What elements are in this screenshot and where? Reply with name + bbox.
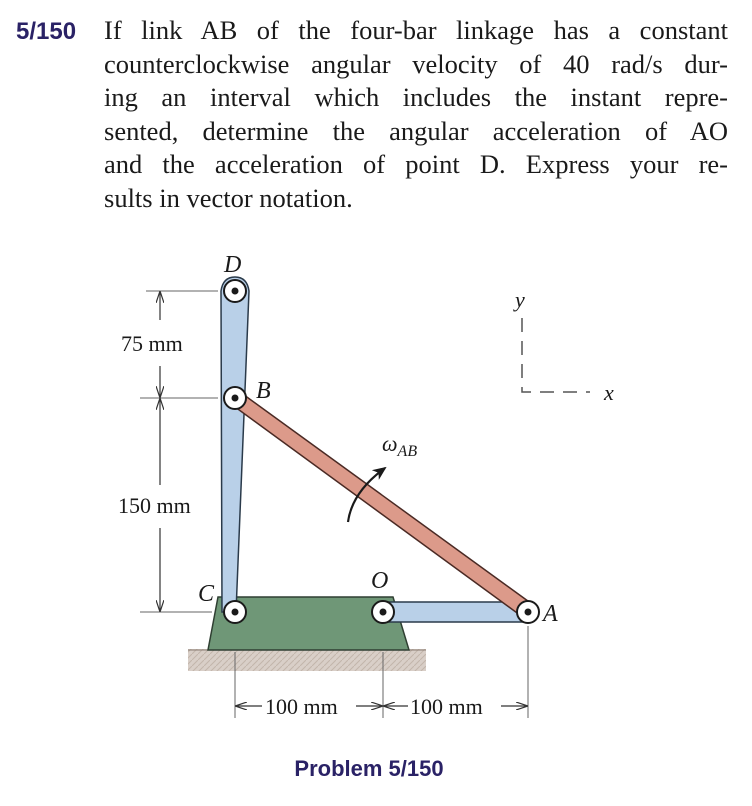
problem-line-6: sults in vector notation.	[104, 182, 353, 213]
label-c: C	[198, 581, 215, 607]
pin-d	[224, 280, 246, 302]
ground	[188, 649, 426, 671]
label-o: O	[371, 568, 389, 594]
figure-caption: Problem 5/150	[294, 756, 444, 781]
pin-o	[372, 601, 394, 623]
label-b: B	[256, 378, 271, 404]
problem-line-5: and the acceleration of point D. Express your re-	[104, 149, 728, 179]
omega-ab-label: $\omega_{AB}$	[382, 431, 418, 460]
label-a: A	[543, 601, 558, 627]
axes-indicator	[513, 287, 614, 405]
dimension-100mm-right	[384, 694, 527, 719]
link-oa	[383, 602, 526, 622]
problem-line-3: ing an interval which includes the instant repre-	[104, 82, 728, 112]
dimension-100mm-right-label: 100 mm	[410, 694, 483, 719]
pin-c	[224, 601, 246, 623]
label-d: D	[224, 252, 242, 278]
dimension-75mm-label: 75 mm	[121, 331, 183, 356]
axis-x-label: x	[604, 380, 614, 405]
problem-line-1: 5/150 If link AB of the four-bar linkage has a constant	[16, 14, 728, 48]
dimension-100mm-left-label: 100 mm	[265, 694, 338, 719]
dimension-150mm-label: 150 mm	[118, 493, 191, 518]
dimension-75mm	[121, 291, 218, 398]
link-dbc	[221, 277, 249, 612]
pin-a	[517, 601, 539, 623]
axis-y-label: y	[515, 287, 525, 312]
pin-b	[224, 387, 246, 409]
problem-line-2: counterclockwise angular velocity of 40 rad/s dur-	[104, 48, 728, 79]
problem-number: 5/150	[16, 18, 77, 45]
problem-line-4: sented, determine the angular acceleration of AO	[104, 115, 728, 146]
